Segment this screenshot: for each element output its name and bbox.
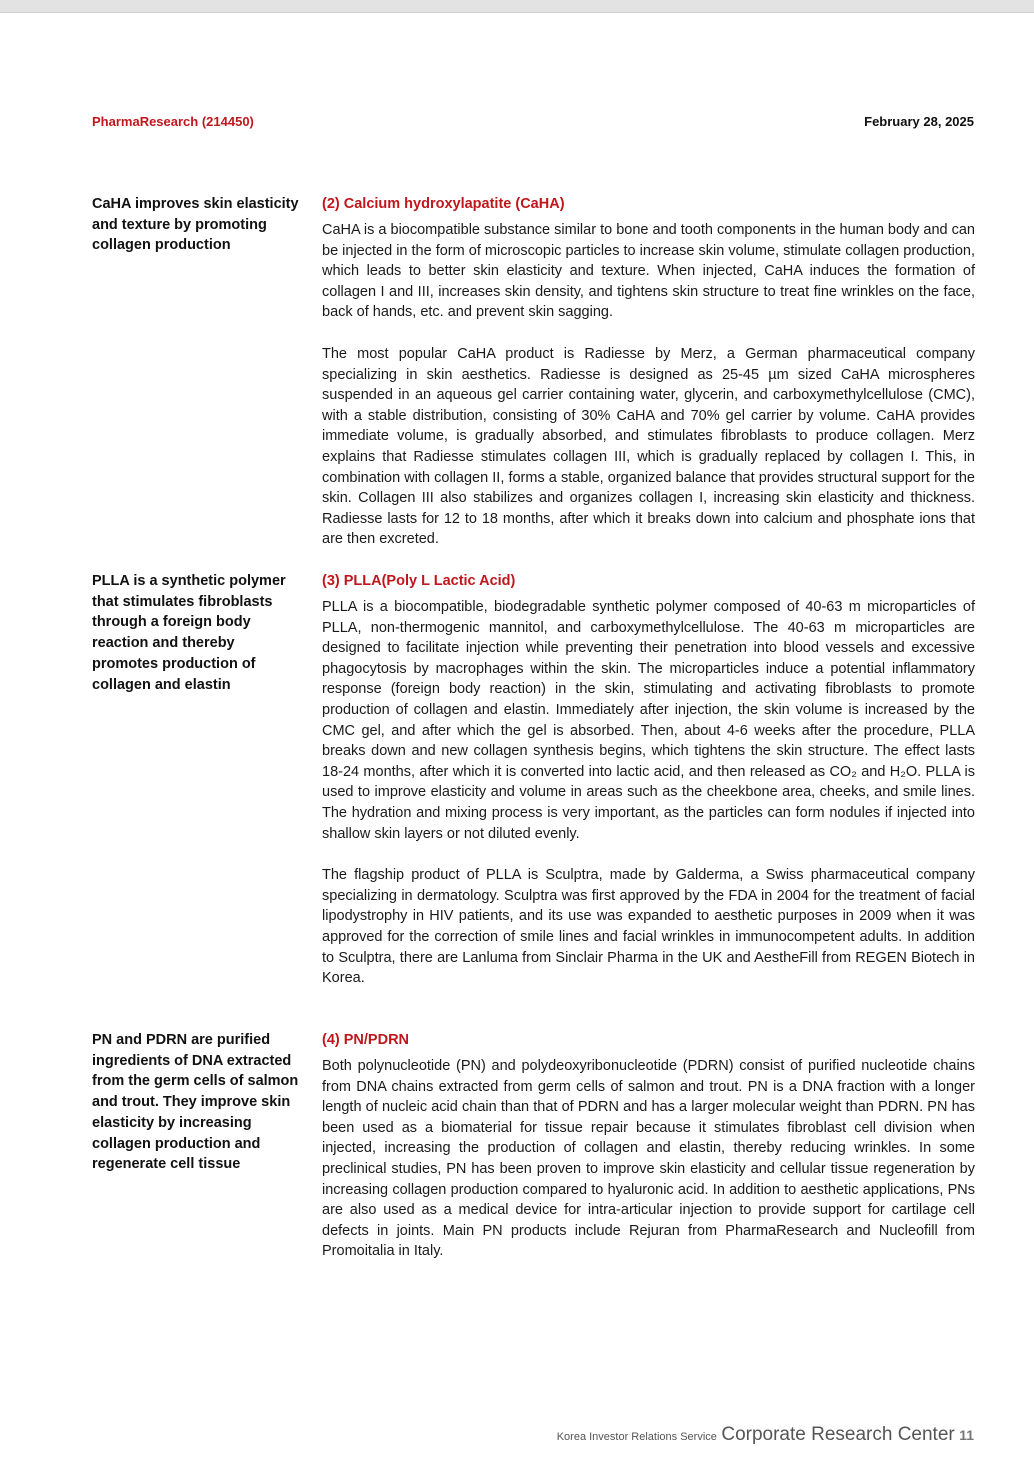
- section-title-plla: (3) PLLA(Poly L Lactic Acid): [322, 573, 516, 589]
- paragraph: CaHA is a biocompatible substance similar to bone and tooth components in the human body and can be injected in the form of microscopic particles to increase skin volume, stimulate collagen production, which leads to better skin elasticity and texture. When injected, CaHA induces the formation of collagen I and III, increases skin density, and tightens skin structure to treat fine wrinkles on the face, back of hands, etc. and prevent skin sagging.: [322, 222, 975, 321]
- paragraph: Both polynucleotide (PN) and polydeoxyribonucleotide (PDRN) consist of purified nucleotide chains from DNA chains extracted from germ cells of salmon and trout. PN is a DNA fraction with a longer length of nucleic acid chain than that of PDRN and has a larger molecular weight than PDRN. PN has been used as a biomaterial for tissue repair because it stimulates fibroblast cell division when injected, increasing the production of collagen and elastin, thereby reducing wrinkles. In some preclinical studies, PN has been proven to improve skin elasticity and cellular tissue regeneration by increasing collagen production compared to hyaluronic acid. In addition to aesthetic applications, PNs are also used as a medical device for intra-articular injection to provide support for cartilage cell defects in joints. Main PN products include Rejuran from PharmaResearch and Nucleofill from Promoitalia in Italy.: [322, 1058, 975, 1260]
- page-footer: [557, 1424, 974, 1446]
- page-number: 11: [959, 1427, 974, 1443]
- footer-service-name: Korea Investor Relations Service: [556, 1431, 717, 1443]
- paragraph: The most popular CaHA product is Radiesse by Merz, a German pharmaceutical company specializing in skin aesthetics. Radiesse is designed as 25-45 µm sized CaHA microspheres suspended in an aqueous gel carrier containing water, glycerin, and carboxymethylcellulose (CMC), with a stable distribution, consisting of 30% CaHA and 70% gel carrier by volume. CaHA provides immediate volume, is gradually absorbed, and stimulates fibroblasts to produce collagen. Merz explains that Radiesse stimulates collagen III, which is gradually replaced by collagen I. This, in combination with collagen II, forms a stable, organized balance that provides structural support for the skin. Collagen III also stabilizes and organizes collagen I, increasing skin elasticity and thickness. Radiesse lasts for 12 to 18 months, after which it breaks down into calcium and phosphate ions that are then excreted.: [322, 345, 975, 548]
- section-content-caha: [322, 194, 975, 571]
- section-content-plla: [322, 571, 975, 1010]
- paragraph: The flagship product of PLLA is Sculptra, made by Galderma, a Swiss pharmaceutical company specializing in dermatology. Sculptra was first approved by the FDA in 2004 for the treatment of facial lipodystrophy in HIV patients, and its use was expanded to aesthetic purposes in 2009 when it was approved for the correction of smile lines and facial wrinkles in immunocompetent adults. In addition to Sculptra, there are Lanluma from Sinclair Pharma in the UK and AestheFill from REGEN Biotech in Korea.: [322, 867, 975, 987]
- paragraph: PLLA is a biocompatible, biodegradable synthetic polymer composed of 40-63 m microparticles of PLLA, non-thermogenic mannitol, and carboxymethylcellulose. The 40-63 m microparticles are designed to facilitate injection while preventing their penetration into blood vessels and excessive phagocytosis by macrophages within the skin. The microparticles induce a potential inflammatory response (foreign body reaction) in the skin, stimulating and activating fibroblasts to promote production of collagen and elastin. Immediately after injection, the skin volume is increased by the CMC gel, and after which the gel is absorbed. Then, about 4-6 weeks after the procedure, PLLA breaks down and new collagen synthesis begins, which tightens the skin structure. The effect lasts 18-24 months, after which it is converted into lactic acid, and then released as CO₂ and H₂O. PLLA is used to improve elasticity and volume in areas such as the cheekbone area, cheeks, and smile lines. The hydration and mixing process is very important, as the particles can form nodules if injected into shallow skin layers or not diluted evenly.: [322, 599, 975, 842]
- viewer-top-bar: [0, 0, 1034, 13]
- side-summary-caha: CaHA improves skin elasticity and texture by promoting collagen production: [92, 196, 299, 254]
- section-content-pn-pdrn: [322, 1030, 975, 1283]
- side-summary-plla: PLLA is a synthetic polymer that stimulates fibroblasts through a foreign body reaction and thereby promotes production of collagen and elastin: [92, 573, 286, 693]
- company-ticker-header: PharmaResearch (214450): [92, 114, 254, 129]
- report-date: February 28, 2025: [864, 114, 974, 129]
- section-title-pn-pdrn: (4) PN/PDRN: [322, 1032, 410, 1048]
- side-summary-pn-pdrn: PN and PDRN are purified ingredients of DNA extracted from the germ cells of salmon and trout. They improve skin elasticity by increasing collagen production and regenerate cell tissue: [92, 1032, 299, 1173]
- footer-center-name: Corporate Research Center: [721, 1424, 955, 1445]
- section-title-caha: (2) Calcium hydroxylapatite (CaHA): [322, 196, 565, 212]
